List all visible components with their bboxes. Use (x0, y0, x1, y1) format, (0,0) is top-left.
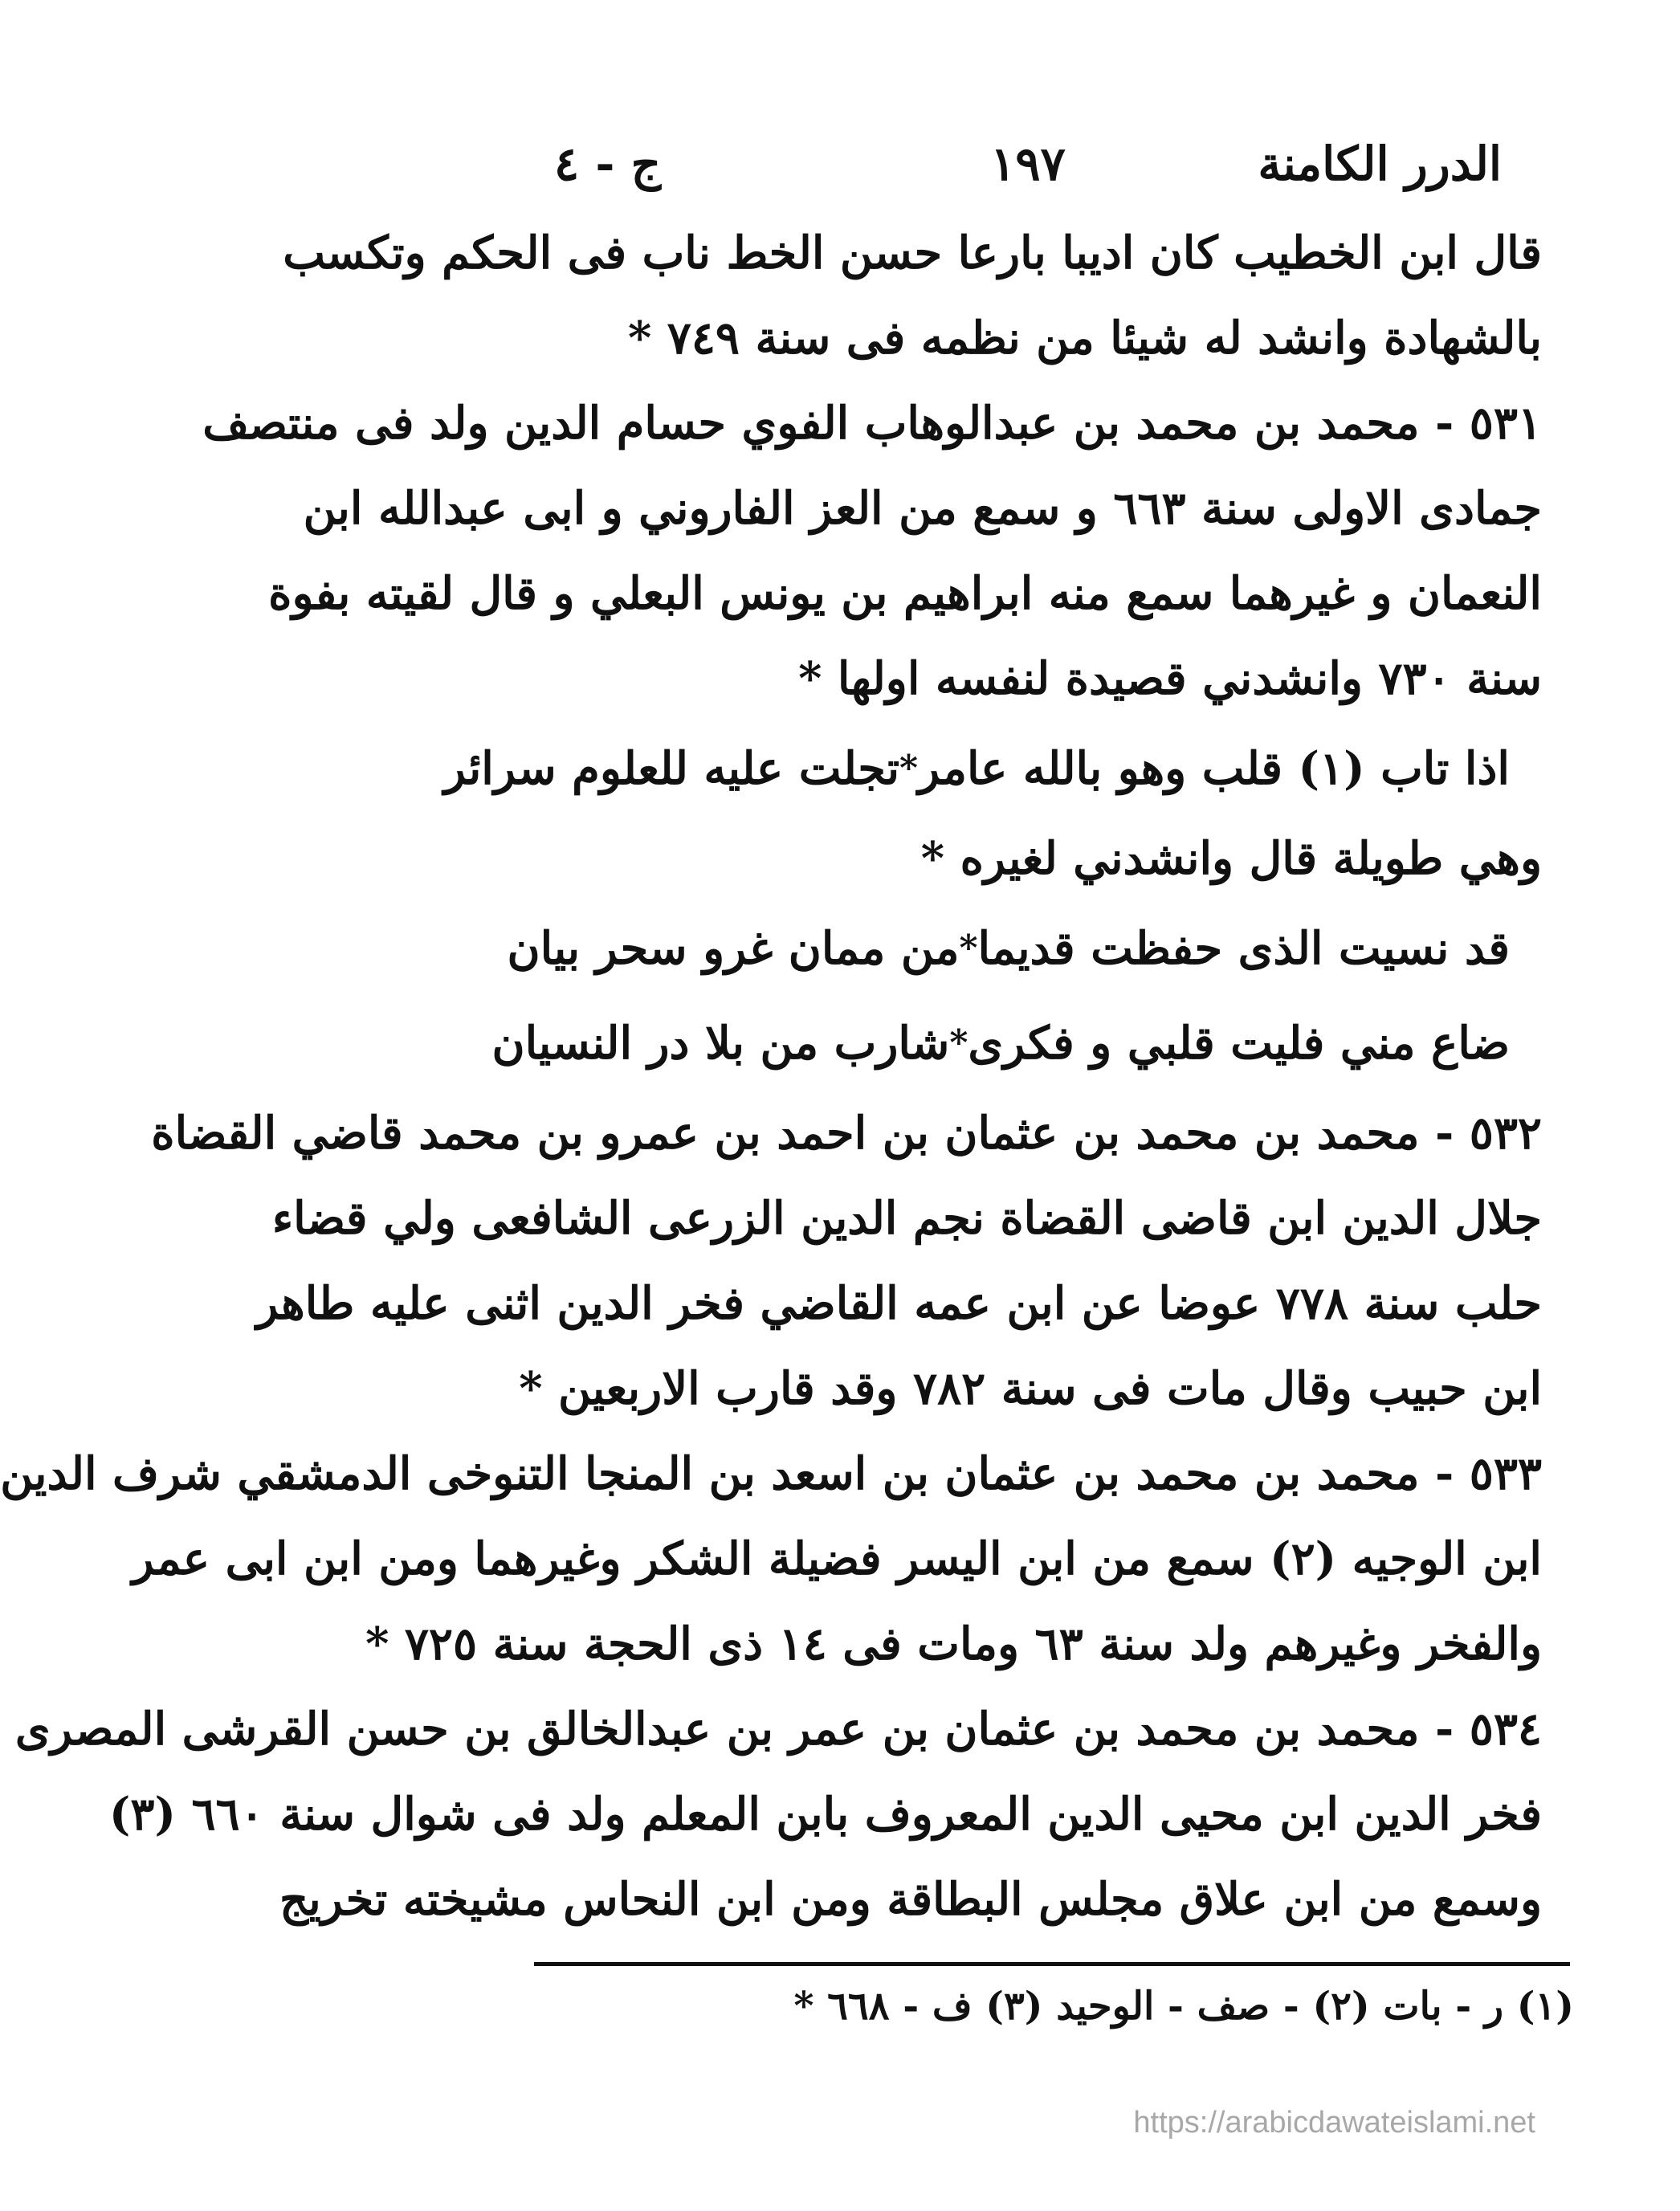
page-number: ١٩٧ (990, 137, 1066, 191)
entry-534-line: ٥٣٤ - محمد بن محمد بن عثمان بن عمر بن عبدالخالق بن حسن القرشى المصرى (14, 1703, 1542, 1756)
text-line: حلب سنة ٧٧٨ عوضا عن ابن عمه القاضي فخر الدين اثنى عليه طاهر (256, 1277, 1542, 1330)
text-line: ابن الوجيه (٢) سمع من ابن اليسر فضيلة الشكر وغيرهما ومن ابن ابى عمر (132, 1532, 1542, 1585)
text-line: ابن حبيب وقال مات فى سنة ٧٨٢ وقد قارب الاربعين * (519, 1362, 1542, 1415)
verse-first-hemistich: ضاع مني فليت قلبي و فكرى (968, 1017, 1510, 1070)
text-line: جمادى الاولى سنة ٦٦٣ و سمع من العز الفاروني و ابى عبدالله ابن (303, 482, 1542, 535)
page-header (554, 137, 1502, 209)
text-line: فخر الدين ابن محيى الدين المعروف بابن المعلم ولد فى شوال سنة ٦٦٠ (٣) (108, 1788, 1542, 1841)
text-line: النعمان و غيرهما سمع منه ابراهيم بن يونس البعلي و قال لقيته بفوة (268, 567, 1542, 620)
main-text (0, 210, 1542, 1942)
verse-second-hemistich: تجلت عليه للعلوم سرائر (443, 742, 900, 795)
text-line: وسمع من ابن علاق مجلس البطاقة ومن ابن النحاس مشيخته تخريج (279, 1873, 1542, 1926)
volume-label: ج - ٤ (554, 137, 662, 191)
verse-separator: * (949, 1022, 968, 1063)
entry-531-line: ٥٣١ - محمد بن محمد بن عبدالوهاب الفوي حسام الدين ولد فى منتصف (202, 397, 1542, 450)
text-line: قال ابن الخطيب كان اديبا بارعا حسن الخط ناب فى الحكم وتكسب (283, 226, 1542, 279)
verse-line (491, 996, 1542, 1091)
entry-532-line: ٥٣٢ - محمد بن محمد بن عثمان بن احمد بن عمرو بن محمد قاضي القضاة (151, 1107, 1542, 1160)
entry-533-line: ٥٣٣ - محمد بن محمد بن عثمان بن اسعد بن المنجا التنوخى الدمشقي شرف الدين (0, 1447, 1542, 1500)
footnotes: (١) ر - بات (٢) - صف - الوحيد (٣) ف - ٦٦٨ * (793, 1984, 1574, 2029)
text-line: جلال الدين ابن قاضى القضاة نجم الدين الزرعى الشافعى ولي قضاء (271, 1192, 1542, 1245)
verse-line (443, 721, 1542, 816)
verse-first-hemistich: قد نسيت الذى حفظت قديما (977, 922, 1510, 975)
text-line: بالشهادة وانشد له شيئا من نظمه فى سنة ٧٤٩ * (627, 312, 1542, 365)
verse-second-hemistich: شارب من بلا در النسيان (491, 1017, 950, 1070)
verse-separator: * (959, 928, 978, 969)
verse-second-hemistich: من ممان غرو سحر بيان (507, 922, 960, 975)
text-line: سنة ٧٣٠ وانشدني قصيدة لنفسه اولها * (798, 652, 1542, 705)
text-line: والفخر وغيرهم ولد سنة ٦٣ ومات فى ١٤ ذى الحجة سنة ٧٢٥ * (365, 1617, 1542, 1670)
text-line: وهي طويلة قال وانشدني لغيره * (920, 832, 1542, 885)
verse-line (506, 901, 1542, 996)
verse-first-hemistich: اذا تاب (١) قلب وهو بالله عامر (918, 742, 1510, 795)
verse-separator: * (899, 748, 919, 789)
footnote-divider (534, 1962, 1570, 1966)
book-title: الدرر الكامنة (1258, 137, 1502, 191)
watermark-url: https://arabicdawateislami.net (1133, 2106, 1535, 2140)
